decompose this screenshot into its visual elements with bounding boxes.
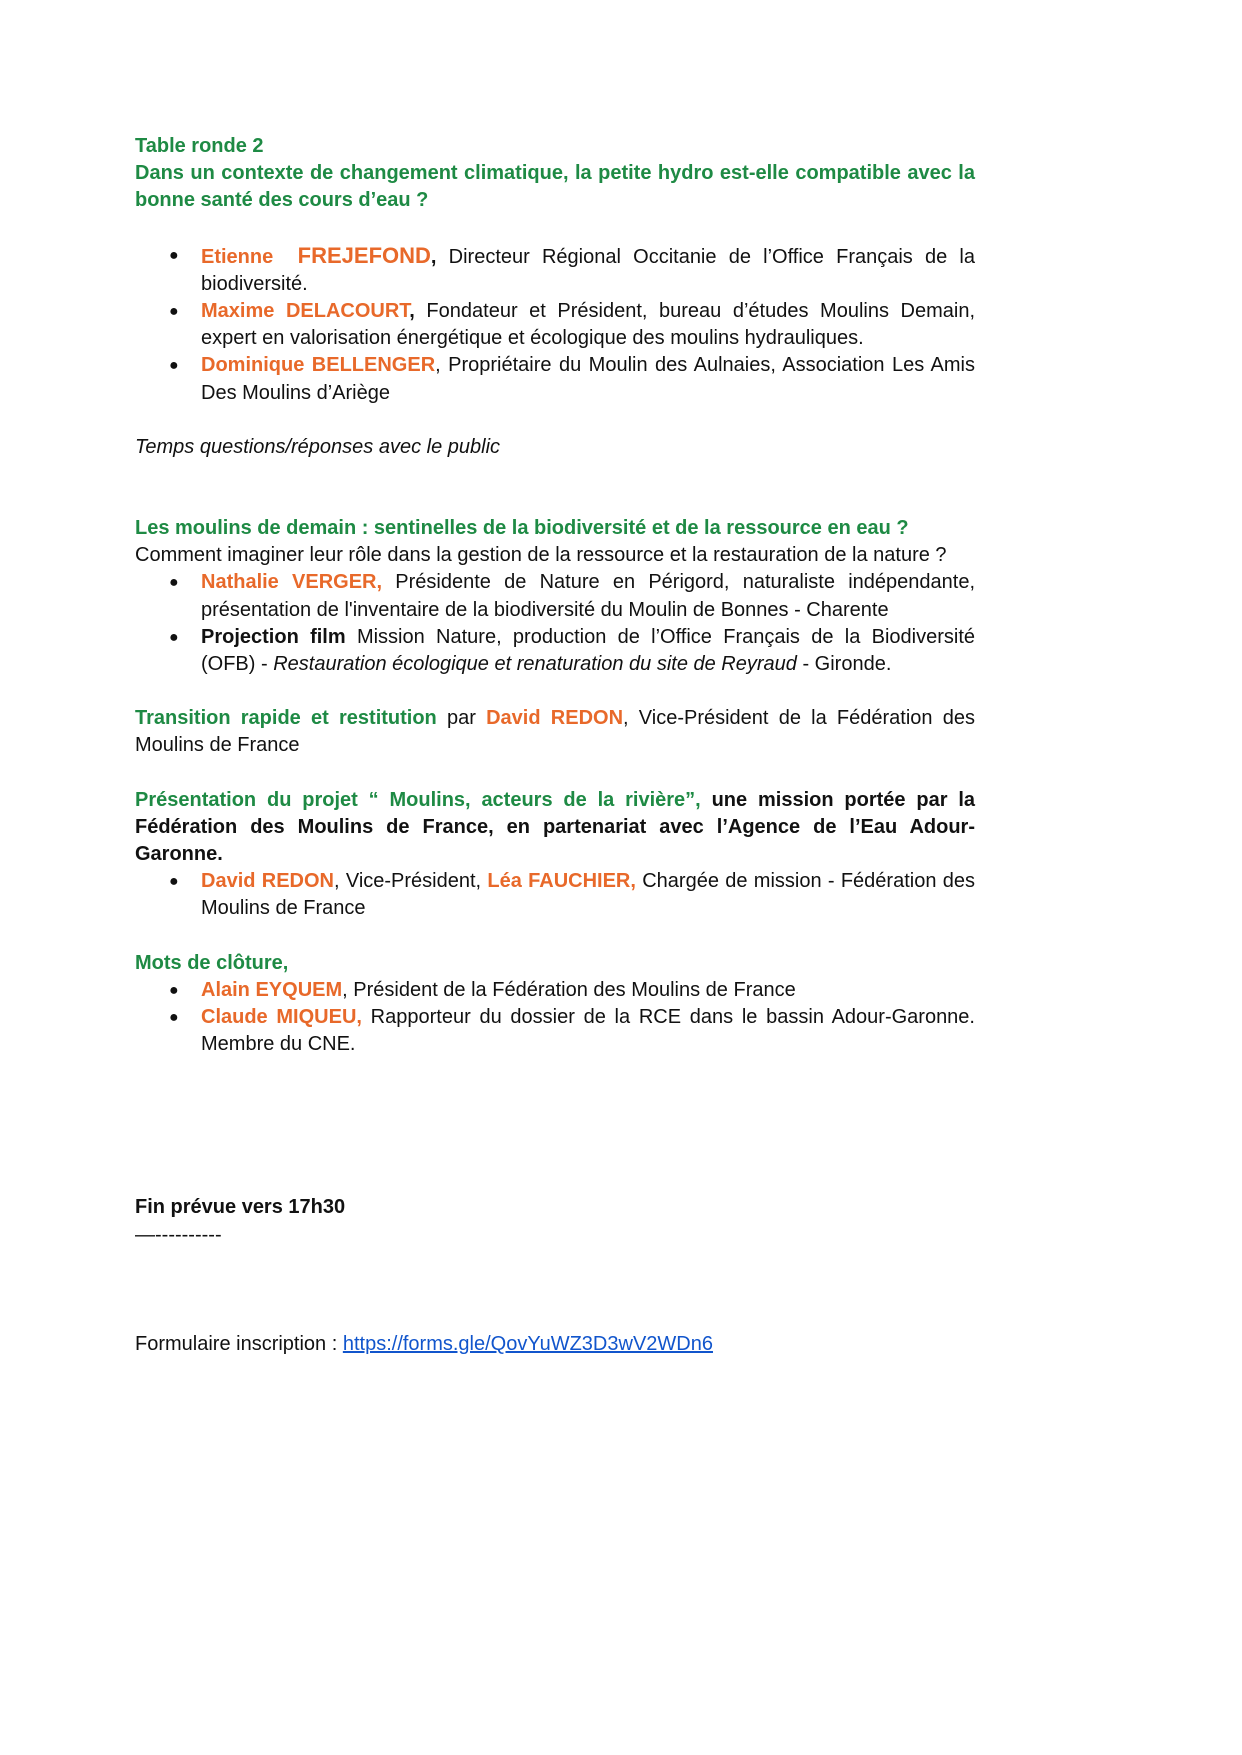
speaker-name: Léa FAUCHIER, (487, 870, 636, 893)
closing-list (135, 977, 975, 1059)
closing-item (135, 1004, 975, 1058)
speaker-description: Rapporteur du dossier de la RCE dans le bassin Adour-Garonne. Membre du CNE. (201, 1006, 975, 1056)
closing-title: Mots de clôture, (135, 951, 289, 974)
speaker-description: Propriétaire du Moulin des Aulnaies, Association Les Amis Des Moulins d’Ariège (201, 354, 975, 404)
bullet-icon: ● (169, 628, 179, 646)
end-separator: —---------- (135, 1223, 222, 1246)
speaker-last-name: BELLENGER (311, 354, 436, 377)
round-table-title: Table ronde 2 (135, 135, 264, 157)
bullet-icon: ● (169, 1009, 179, 1027)
project-description: une mission portée par la Fédération des Moulins de France, en partenariat avec l’Agence de l’Eau Adour-Garonne. (135, 788, 976, 866)
film-description: Mission Nature, production de l’Office Français de la Biodiversité (OFB) - (201, 625, 975, 676)
transition-title: Transition rapide et restitution (135, 707, 437, 730)
transition-paragraph (135, 705, 975, 759)
speaker-first-name: Maxime (201, 300, 275, 323)
sentinels-list (135, 569, 975, 678)
speaker-name: Claude MIQUEU, (201, 1006, 362, 1029)
closing-item (135, 977, 975, 1004)
form-line (135, 1331, 975, 1358)
speaker-description: Fondateur et Président, bureau d’études Moulins Demain, expert en valorisation énergétique et écologique des moulins hydrauliques. (201, 300, 976, 350)
form-link[interactable]: https://forms.gle/QovYuWZ3D3wV2WDn6 (342, 1332, 713, 1355)
speaker-last-name: FREJEFOND (297, 242, 431, 268)
document-page (135, 133, 975, 1358)
speaker-first-name: Etienne (201, 245, 274, 268)
speaker-description: Présidente de Nature en Périgord, naturaliste indépendante, présentation de l'inventaire de la biodiversité du Moulin de Bonnes - Charente (201, 571, 975, 621)
speaker-description: Directeur Régional Occitanie de l’Office Français de la biodiversité. (201, 245, 975, 295)
bullet-icon: ● (169, 357, 179, 375)
speaker-name: Nathalie VERGER, (201, 571, 383, 594)
project-paragraph (135, 787, 975, 869)
end-time: Fin prévue vers 17h30 (135, 1196, 346, 1219)
sentinels-item (135, 624, 975, 678)
round-table-speakers (135, 242, 975, 407)
project-item (135, 868, 975, 922)
speaker-name: David REDON (201, 870, 334, 893)
film-title: Restauration écologique et renaturation du site de Reyraud (273, 653, 797, 676)
bullet-icon: ● (169, 981, 179, 999)
speaker-item (135, 298, 975, 352)
speaker-last-name: DELACOURT (285, 300, 410, 323)
bullet-icon: ● (169, 574, 179, 592)
speaker-separator: , (435, 354, 441, 377)
speaker-separator: , (430, 245, 437, 268)
round-table-question: Dans un contexte de changement climatique, la petite hydro est-elle compatible avec la bonne santé des cours d’eau ? (135, 162, 975, 212)
transition-speaker: David REDON (486, 707, 624, 730)
transition-description: , Vice-Président de la Fédération des Moulins de France (135, 707, 975, 757)
sentinels-subtitle: Comment imaginer leur rôle dans la gestion de la ressource et la restauration de la nature ? (135, 544, 947, 567)
sentinels-item (135, 569, 975, 623)
project-title: Présentation du projet “ Moulins, acteurs de la rivière”, (135, 788, 701, 811)
transition-par: par (436, 707, 487, 730)
bullet-icon: ● (169, 873, 179, 891)
speaker-role: , Vice-Président, (333, 870, 488, 893)
bullet-icon: ● (169, 303, 179, 321)
film-label: Projection film (201, 625, 346, 648)
bullet-icon: ● (169, 246, 179, 264)
sentinels-title: Les moulins de demain : sentinelles de la biodiversité et de la ressource en eau ? (135, 517, 909, 540)
project-list (135, 868, 975, 922)
speaker-description: , Président de la Fédération des Moulins de France (342, 978, 796, 1001)
speaker-item (135, 352, 975, 406)
speaker-name: Alain EYQUEM (201, 978, 343, 1001)
qa-note: Temps questions/réponses avec le public (135, 435, 501, 458)
speaker-role: Chargée de mission - Fédération des Moulins de France (201, 870, 975, 920)
form-label: Formulaire inscription : (135, 1332, 343, 1355)
film-location: - Gironde. (796, 653, 892, 676)
speaker-separator: , (409, 300, 415, 323)
speaker-first-name: Dominique (201, 354, 305, 377)
speaker-item (135, 242, 975, 298)
